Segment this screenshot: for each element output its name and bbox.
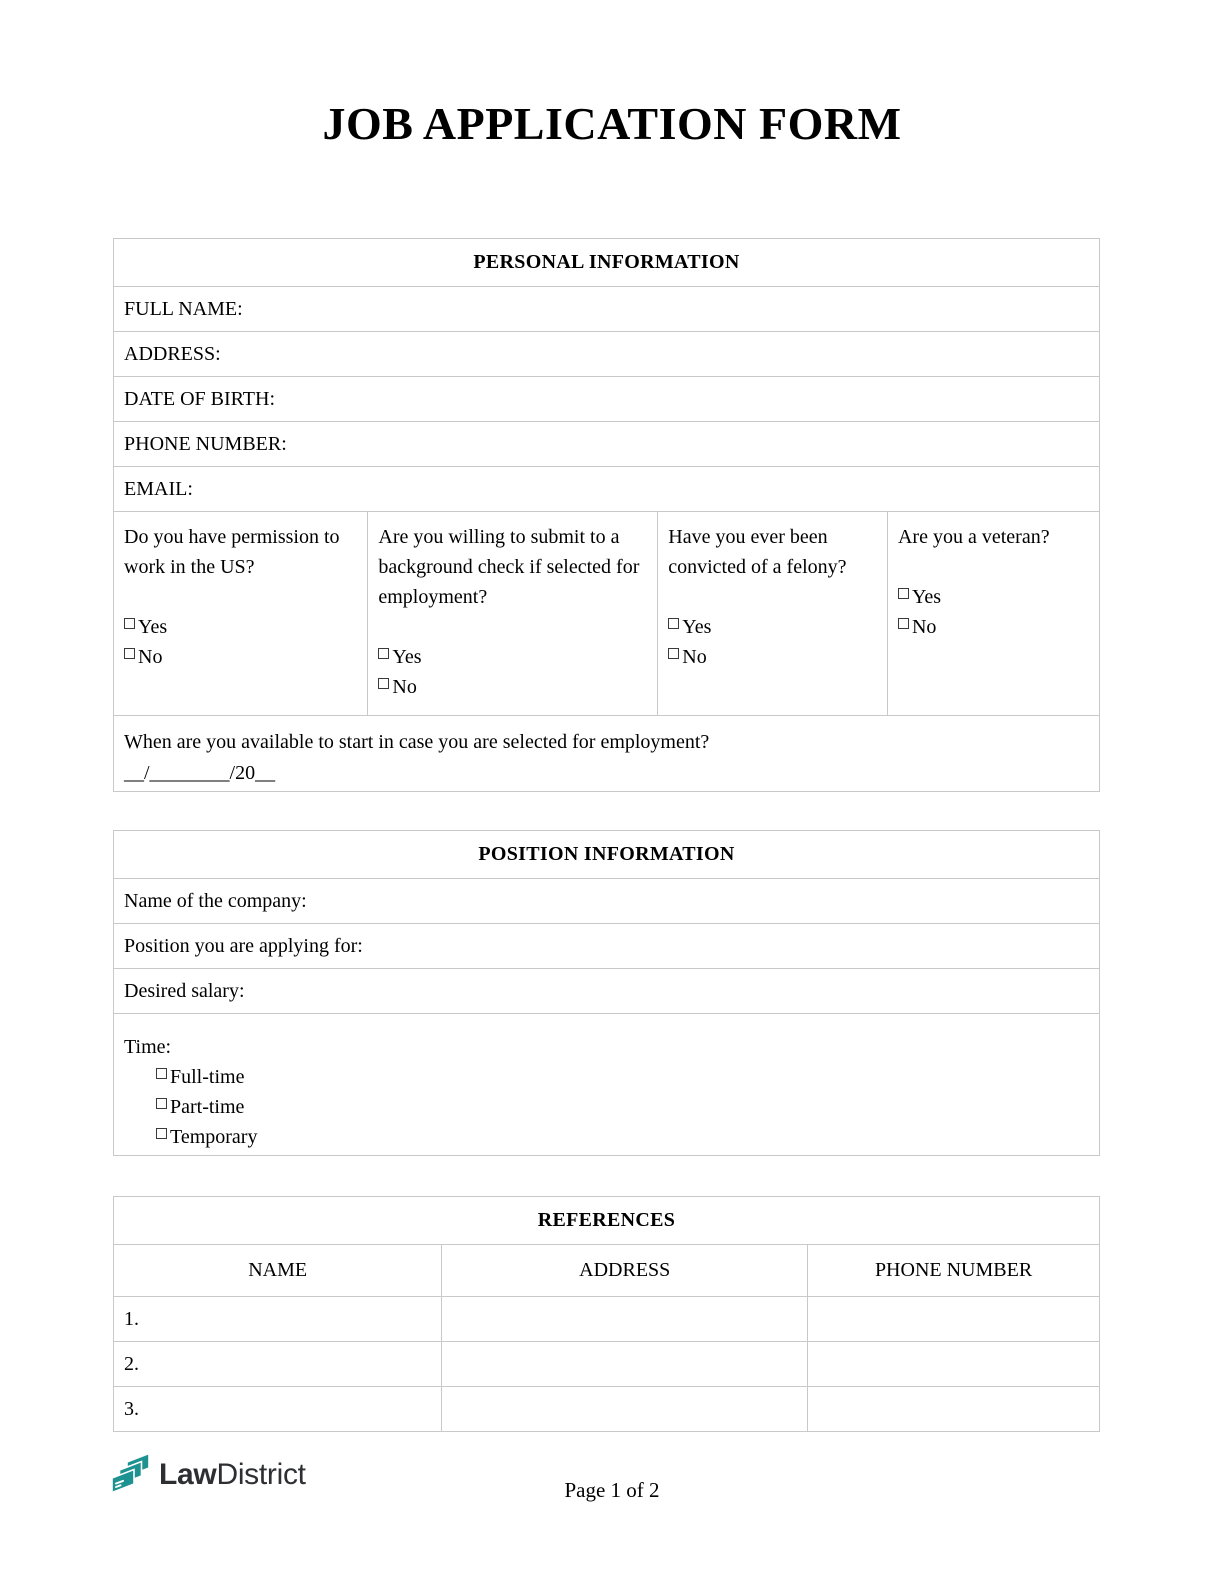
position-applied-field[interactable] (114, 924, 1100, 969)
option-label: Part-time (170, 1095, 245, 1118)
references-column-phone: PHONE NUMBER (808, 1245, 1100, 1297)
reference-2-name-cell[interactable] (114, 1342, 442, 1387)
references-column-address: ADDRESS (442, 1245, 808, 1297)
option-label: Yes (138, 616, 168, 638)
row-number: 2. (124, 1352, 139, 1375)
checkbox-icon[interactable] (898, 618, 909, 629)
option-label: No (682, 646, 707, 668)
personal-information-table (113, 238, 1100, 792)
checkbox-icon[interactable] (156, 1128, 167, 1139)
option-yes (668, 612, 879, 642)
option-yes (898, 582, 1091, 612)
time-options-cell (114, 1014, 1100, 1156)
checkbox-icon[interactable] (156, 1068, 167, 1079)
email-field[interactable] (114, 467, 1100, 512)
checkbox-icon[interactable] (124, 618, 135, 629)
option-label: No (138, 646, 163, 668)
availability-question: When are you available to start in case you are selected for employment? (124, 730, 710, 753)
address-field[interactable] (114, 332, 1100, 377)
company-name-label: Name of the company: (124, 889, 307, 912)
reference-2-phone-cell[interactable] (808, 1342, 1100, 1387)
option-label: No (392, 676, 417, 698)
row-number: 3. (124, 1397, 139, 1420)
option-yes (378, 642, 649, 672)
reference-3-address-cell[interactable] (442, 1387, 808, 1432)
position-information-table (113, 830, 1100, 1156)
position-applied-label: Position you are applying for: (124, 934, 363, 957)
page-content (113, 238, 1100, 1432)
address-label: ADDRESS: (124, 342, 221, 365)
question-text: Do you have permission to work in the US? (124, 526, 340, 578)
position-information-header: POSITION INFORMATION (114, 831, 1100, 879)
brand-law: Law (159, 1458, 217, 1491)
question-veteran-cell (887, 512, 1099, 716)
table-row (114, 1387, 1100, 1432)
spacer (124, 582, 359, 612)
spacer (898, 552, 1091, 582)
option-no (668, 642, 879, 672)
references-table (113, 1196, 1100, 1432)
question-text: Have you ever been convicted of a felony? (668, 526, 847, 578)
full-name-label: FULL NAME: (124, 297, 243, 320)
date-of-birth-field[interactable] (114, 377, 1100, 422)
option-label: No (911, 616, 937, 638)
checkbox-icon[interactable] (156, 1098, 167, 1109)
desired-salary-field[interactable] (114, 969, 1100, 1014)
spacer (668, 582, 879, 612)
personal-information-header: PERSONAL INFORMATION (114, 239, 1100, 287)
question-text: Are you a veteran? (897, 526, 1050, 548)
full-name-field[interactable] (114, 287, 1100, 332)
checkbox-icon[interactable] (378, 648, 389, 659)
option-temporary (124, 1122, 1089, 1152)
reference-3-phone-cell[interactable] (808, 1387, 1100, 1432)
option-label: Yes (682, 616, 712, 638)
option-no (378, 672, 649, 702)
option-no (124, 642, 359, 672)
availability-field[interactable] (114, 716, 1100, 792)
option-no (898, 612, 1091, 642)
row-number: 1. (124, 1307, 139, 1330)
question-background-check-cell (368, 512, 658, 716)
question-felony-cell (658, 512, 888, 716)
date-of-birth-label: DATE OF BIRTH: (124, 387, 276, 410)
company-name-field[interactable] (114, 879, 1100, 924)
phone-number-field[interactable] (114, 422, 1100, 467)
option-part-time (124, 1092, 1089, 1122)
phone-number-label: PHONE NUMBER: (124, 432, 287, 455)
availability-date-blank[interactable]: __/________/20__ (124, 761, 276, 784)
desired-salary-label: Desired salary: (124, 979, 245, 1002)
option-yes (124, 612, 359, 642)
brand-district: District (216, 1458, 306, 1491)
references-header: REFERENCES (114, 1197, 1100, 1245)
reference-1-phone-cell[interactable] (808, 1297, 1100, 1342)
reference-1-name-cell[interactable] (114, 1297, 442, 1342)
checkbox-icon[interactable] (668, 618, 679, 629)
reference-2-address-cell[interactable] (442, 1342, 808, 1387)
checkbox-icon[interactable] (124, 648, 135, 659)
table-row (114, 1342, 1100, 1387)
checkbox-icon[interactable] (668, 648, 679, 659)
table-row (114, 1297, 1100, 1342)
checkbox-icon[interactable] (378, 678, 389, 689)
reference-1-address-cell[interactable] (442, 1297, 808, 1342)
reference-3-name-cell[interactable] (114, 1387, 442, 1432)
question-text: Are you willing to submit to a background check if selected for employment? (378, 526, 640, 608)
option-label: Full-time (170, 1065, 245, 1088)
page-indicator: Page 1 of 2 (564, 1478, 660, 1502)
option-label: Yes (392, 646, 422, 668)
checkbox-icon[interactable] (898, 588, 909, 599)
email-label: EMAIL: (124, 477, 193, 500)
question-work-permission-cell (114, 512, 368, 716)
time-label: Time: (124, 1035, 172, 1058)
spacer (378, 612, 649, 642)
option-label: Yes (911, 586, 942, 608)
form-title: JOB APPLICATION FORM (322, 98, 902, 149)
option-full-time (124, 1062, 1089, 1092)
option-label: Temporary (170, 1125, 258, 1148)
references-column-name: NAME (114, 1245, 442, 1297)
